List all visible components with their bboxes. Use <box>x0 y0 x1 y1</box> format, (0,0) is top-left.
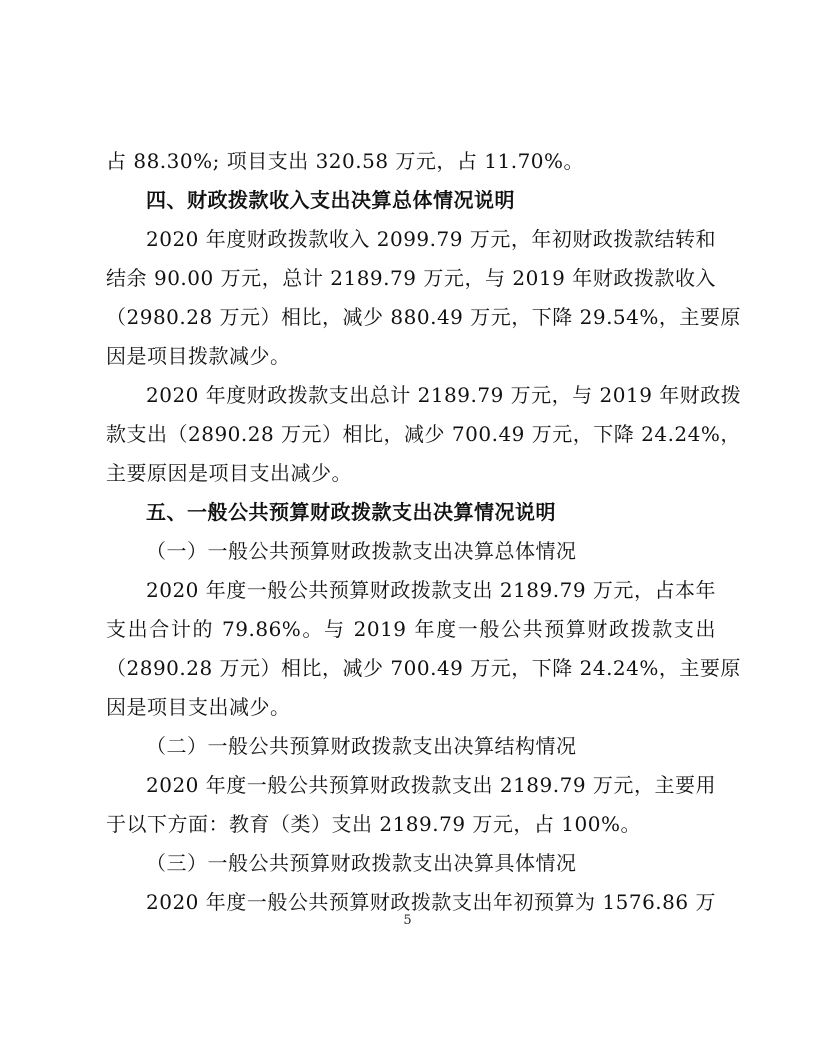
paragraph-line: 款支出（2890.28 万元）相比，减少 700.49 万元，下降 24.24%， <box>106 422 741 446</box>
paragraph-line: 于以下方面：教育（类）支出 2189.79 万元，占 100%。 <box>106 812 641 836</box>
paragraph-line: 占 88.30%; 项目支出 320.58 万元，占 11.70%。 <box>106 149 585 173</box>
paragraph-line: 因是项目拨款减少。 <box>106 344 291 368</box>
page-number: 5 <box>403 913 412 928</box>
subsection-heading-3: （三）一般公共预算财政拨款支出决算具体情况 <box>146 851 577 875</box>
subsection-heading-2: （二）一般公共预算财政拨款支出决算结构情况 <box>146 734 577 758</box>
paragraph-line: 因是项目支出减少。 <box>106 695 291 719</box>
section-heading-5: 五、一般公共预算财政拨款支出决算情况说明 <box>146 500 556 524</box>
paragraph-line: （2890.28 万元）相比，减少 700.49 万元，下降 24.24%，主要原 <box>106 656 741 680</box>
paragraph-line: 2020 年度一般公共预算财政拨款支出 2189.79 万元，主要用 <box>146 773 716 797</box>
paragraph-line: （2980.28 万元）相比，减少 880.49 万元，下降 29.54%，主要原 <box>106 305 741 329</box>
subsection-heading-1: （一）一般公共预算财政拨款支出决算总体情况 <box>146 539 577 563</box>
paragraph-line: 2020 年度财政拨款收入 2099.79 万元，年初财政拨款结转和 <box>146 227 716 251</box>
paragraph-line: 支出合计的 79.86%。与 2019 年度一般公共预算财政拨款支出 <box>106 617 716 641</box>
paragraph-line: 2020 年度财政拨款支出总计 2189.79 万元，与 2019 年财政拨 <box>146 383 742 407</box>
paragraph-line: 结余 90.00 万元，总计 2189.79 万元，与 2019 年财政拨款收入 <box>106 266 716 290</box>
paragraph-line: 主要原因是项目支出减少。 <box>106 461 352 485</box>
paragraph-line: 2020 年度一般公共预算财政拨款支出 2189.79 万元，占本年 <box>146 578 716 602</box>
section-heading-4: 四、财政拨款收入支出决算总体情况说明 <box>146 188 515 212</box>
paragraph-line: 2020 年度一般公共预算财政拨款支出年初预算为 1576.86 万 <box>146 890 716 914</box>
